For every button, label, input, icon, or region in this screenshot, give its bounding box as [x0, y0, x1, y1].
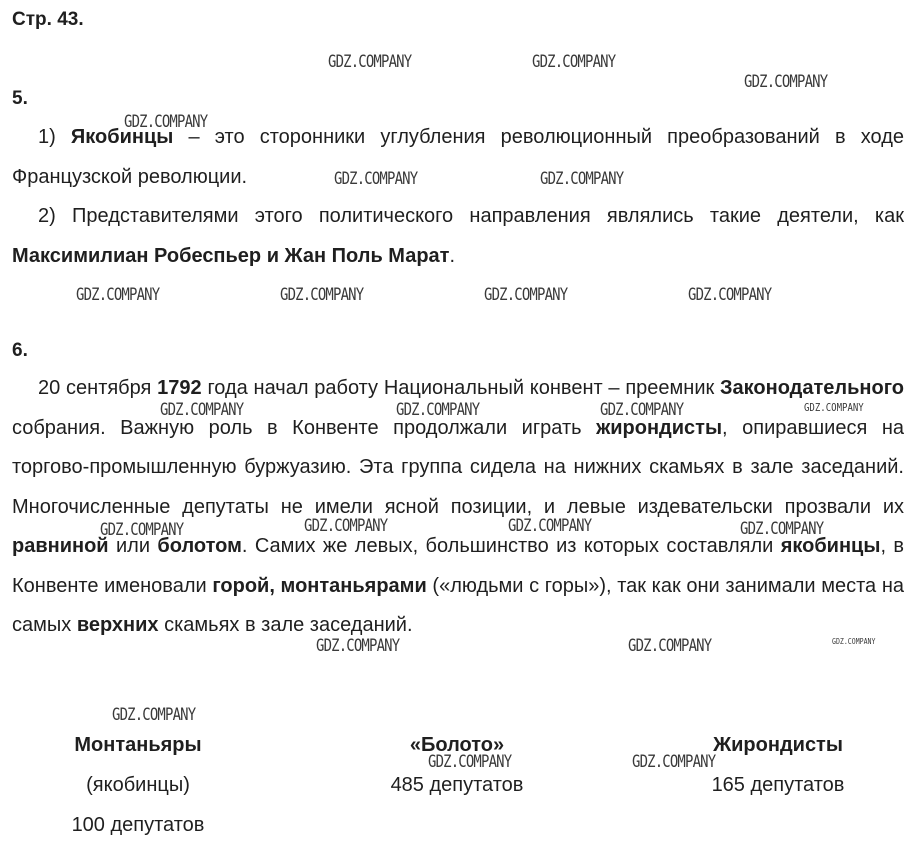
watermark: GDZ.COMPANY	[688, 285, 772, 305]
watermark: GDZ.COMPANY	[540, 169, 624, 189]
watermark: GDZ.COMPANY	[304, 516, 388, 536]
watermark: GDZ.COMPANY	[112, 705, 196, 725]
group-name: «Болото»	[409, 734, 505, 756]
page-ref: Стр. 43.	[12, 9, 84, 30]
watermark: GDZ.COMPANY	[428, 752, 512, 772]
watermark: GDZ.COMPANY	[280, 285, 364, 305]
group-swamp	[357, 725, 557, 805]
watermark: GDZ.COMPANY	[328, 52, 412, 72]
group-subtitle: (якобинцы)	[86, 774, 190, 796]
group-deputies: 485 депутатов	[390, 774, 524, 796]
watermark: GDZ.COMPANY	[396, 400, 480, 420]
watermark: GDZ.COMPANY	[160, 400, 244, 420]
watermark: GDZ.COMPANY	[804, 401, 864, 414]
watermark: GDZ.COMPANY	[832, 637, 876, 646]
watermark: GDZ.COMPANY	[600, 400, 684, 420]
watermark: GDZ.COMPANY	[628, 636, 712, 656]
watermark: GDZ.COMPANY	[484, 285, 568, 305]
watermark: GDZ.COMPANY	[76, 285, 160, 305]
leaders-names: Максимилиан Робеспьер и Жан Поль Марат	[12, 244, 450, 267]
watermark: GDZ.COMPANY	[532, 52, 616, 72]
watermark: GDZ.COMPANY	[316, 636, 400, 656]
group-girondins	[678, 725, 878, 805]
watermark: GDZ.COMPANY	[124, 112, 208, 132]
watermark: GDZ.COMPANY	[100, 520, 184, 540]
watermark: GDZ.COMPANY	[744, 72, 828, 92]
group-name: Жирондисты	[713, 734, 843, 756]
term-jacobins: Якобинцы	[70, 126, 174, 148]
task-6-paragraph: 20 сентября 1792 года начал работу Национальный конвент – преемник Законодательного собрания. Важную роль в Конвенте продолжали играть жирондисты, опиравшиеся на торгово-промышленную буржуазию. Эта группа сидела на нижних скамьях в зале заседаний. Многочисленные депутаты не имели ясной позиции, и левые издевательски прозвали их равниной или болотом. Самих же левых, большинство из которых составляли якобинцы, в Конвенте именовали горой, монтаньярами («людьми с горы»), так как они занимали места на самых верхних скамьях в зале заседаний.	[12, 377, 905, 636]
watermark: GDZ.COMPANY	[740, 519, 824, 539]
watermark: GDZ.COMPANY	[632, 752, 716, 772]
group-deputies: 100 депутатов	[71, 814, 205, 836]
watermark: GDZ.COMPANY	[334, 169, 418, 189]
task-5-paragraph-2: 2) Представителями этого политического направления являлись такие деятели, как Максимилиан Робеспьер и Жан Поль Марат.	[12, 205, 904, 267]
task-5-paragraph-1: 1) Якобинцы – это сторонники углубления революционный преобразований в ходе Французской революции.	[12, 126, 904, 188]
group-deputies: 165 депутатов	[711, 774, 845, 796]
group-name: Монтаньяры	[74, 734, 202, 756]
group-montagnards	[38, 725, 238, 845]
task-5-number: 5.	[12, 88, 28, 109]
watermark: GDZ.COMPANY	[508, 516, 592, 536]
task-6-number: 6.	[12, 340, 28, 361]
